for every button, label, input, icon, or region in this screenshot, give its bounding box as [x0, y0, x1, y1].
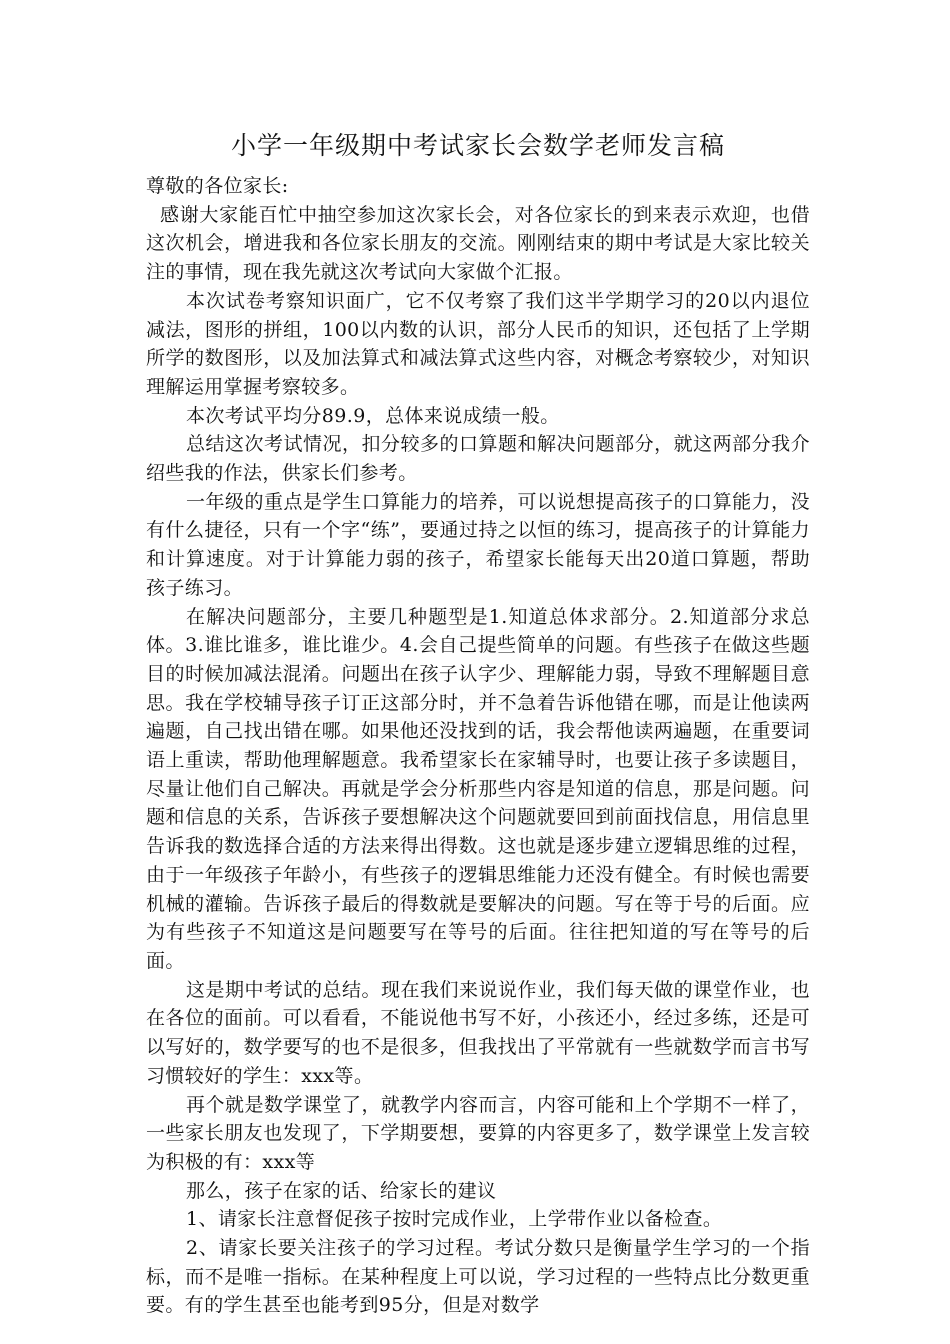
paragraph-suggestion-2: 2、请家长要关注孩子的学习过程。考试分数只是衡量学生学习的一个指标，而不是唯一指标。在某种程度上可以说，学习过程的一些特点比分数更重要。有的学生甚至也能考到95分，但是对数学 — [146, 1237, 810, 1317]
paragraph-mental-arithmetic: 一年级的重点是学生口算能力的培养，可以说想提高孩子的口算能力，没有什么捷径，只有一个字“练”，要通过持之以恒的练习，提高孩子的计算能力和计算速度。对于计算能力弱的孩子，希望家长能每天出20道口算题，帮助孩子练习。 — [146, 490, 810, 599]
paragraph-classroom: 再个就是数学课堂了，就教学内容而言，内容可能和上个学期不一样了，一些家长朋友也发现了，下学期要想，要算的内容更多了，数学课堂上发言较为积极的有：xxx等 — [146, 1093, 810, 1173]
document-title: 小学一年级期中考试家长会数学老师发言稿 — [230, 131, 725, 160]
paragraph-suggestions-intro: 那么，孩子在家的话、给家长的建议 — [186, 1179, 497, 1202]
paragraph-problem-solving: 在解决问题部分，主要几种题型是1.知道总体求部分。2.知道部分求总体。3.谁比谁多，谁比谁少。4.会自己提些简单的问题。有些孩子在做这些题目的时候加减法混淆。问题出在孩子认字少、理解能力弱，导致不理解题目意思。我在学校辅导孩子订正这部分时，并不急着告诉他错在哪，而是让他读两遍题，自己找出错在哪。如果他还没找到的话，我会帮他读两遍题，在重要词语上重读，帮助他理解题意。我希望家长在家辅导时，也要让孩子多读题目，尽量让他们自己解决。再就是学会分析那些内容是知道的信息，那是问题。问题和信息的关系，告诉孩子要想解决这个问题就要回到前面找信息，用信息里告诉我的数选择合适的方法来得出得数。这也就是逐步建立逻辑思维的过程，由于一年级孩子年龄小，有些孩子的逻辑思维能力还没有健全。有时候也需要机械的灌输。告诉孩子最后的得数就是要解决的问题。写在等于号的后面。应为有些孩子不知道这是问题要写在等号的后面。往往把知道的写在等号的后面。 — [146, 605, 810, 972]
paragraph-summary: 总结这次考试情况，扣分较多的口算题和解决问题部分，就这两部分我介绍些我的作法，供家长们参考。 — [146, 433, 810, 485]
salutation: 尊敬的各位家长: — [146, 175, 289, 197]
paragraph-homework: 这是期中考试的总结。现在我们来说说作业，我们每天做的课堂作业，也在各位的面前。可以看看，不能说他书写不好，小孩还小，经过多练，还是可以写好的，数学要写的也不是很多，但我找出了平常就有一些就数学而言书写习惯较好的学生：xxx等。 — [146, 978, 810, 1087]
document-page — [146, 128, 810, 1320]
paragraph-suggestion-1: 1、请家长注意督促孩子按时完成作业，上学带作业以备检查。 — [186, 1208, 723, 1231]
paragraph-exam-scope: 本次试卷考察知识面广，它不仅考察了我们这半学期学习的20以内退位减法，图形的拼组，100以内数的认识，部分人民币的知识，还包括了上学期所学的数图形，以及加法算式和减法算式这些内容，对概念考察较少，对知识理解运用掌握考察较多。 — [146, 289, 810, 398]
paragraph-welcome: 感谢大家能百忙中抽空参加这次家长会，对各位家长的到来表示欢迎，也借这次机会，增进我和各位家长朋友的交流。刚刚结束的期中考试是大家比较关注的事情，现在我先就这次考试向大家做个汇报。 — [146, 203, 810, 284]
paragraph-average-score: 本次考试平均分89.9，总体来说成绩一般。 — [186, 404, 560, 427]
